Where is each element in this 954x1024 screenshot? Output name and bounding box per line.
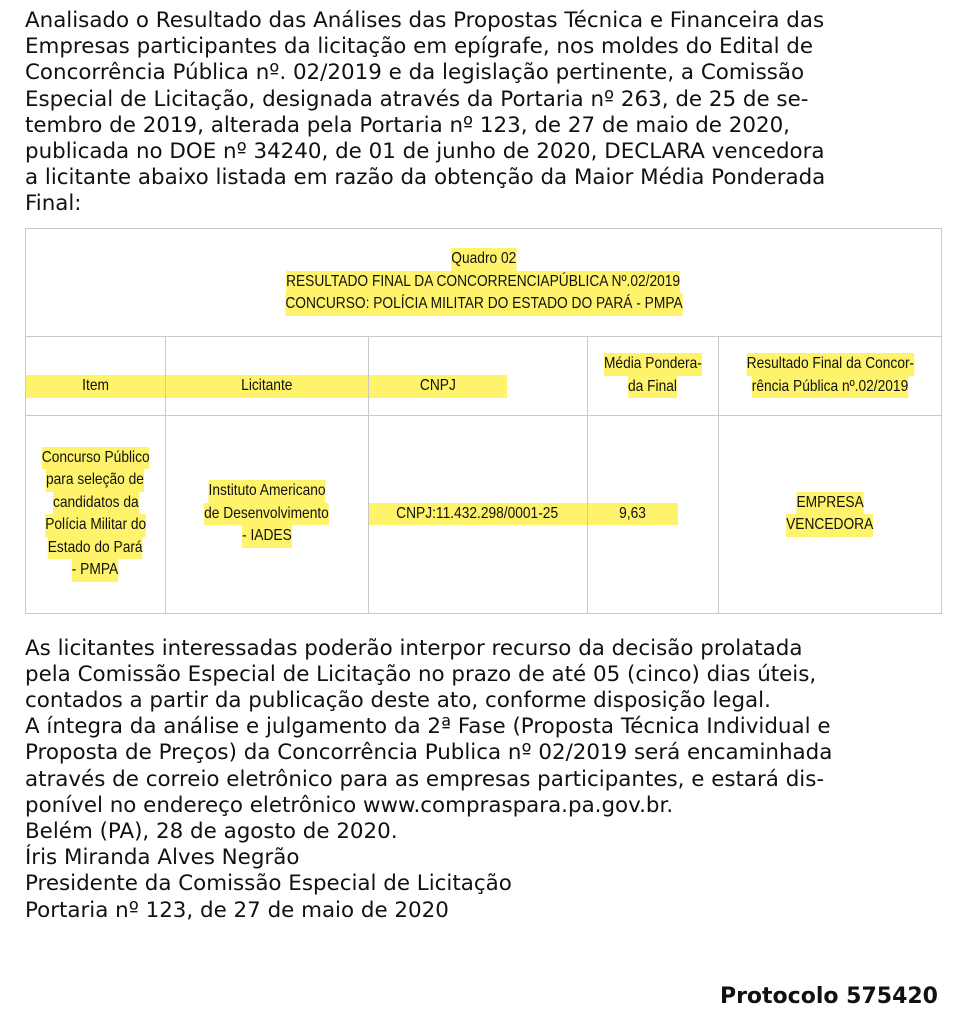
closing-line: A íntegra da análise e julgamento da 2ª Fase (Proposta Técnica Individual e <box>25 714 831 740</box>
cell-media-value: 9,63 <box>619 504 647 522</box>
table-title-cell <box>26 228 942 336</box>
intro-line: Empresas participantes da licitação em epígrafe, nos moldes do Edital de <box>25 34 814 60</box>
signatory-role: Presidente da Comissão Especial de Licitação <box>25 871 512 897</box>
table-title-line: Quadro 02 <box>451 248 516 271</box>
closing-line: pela Comissão Especial de Licitação no prazo de até 05 (cinco) dias úteis, <box>25 661 817 687</box>
header-resultado-line: rência Pública nº.02/2019 <box>752 376 908 399</box>
signature-block <box>25 819 940 924</box>
table-header-row <box>26 336 942 415</box>
header-media-line: da Final <box>628 376 677 399</box>
closing-line: contados a partir da publicação deste ato, conforme disposição legal. <box>25 688 771 714</box>
cell-licitante-line: Instituto Americano <box>208 480 325 503</box>
table-title-line: RESULTADO FINAL DA CONCORRENCIAPÚBLICA Nº.02/2019 <box>287 271 681 294</box>
cell-item-line: Polícia Militar do <box>45 514 146 537</box>
closing-line: ponível no endereço eletrônico www.compraspara.pa.gov.br. <box>25 792 674 818</box>
header-media-line: Média Pondera- <box>604 353 702 376</box>
cell-item-line: candidatos da <box>53 492 139 515</box>
document-page <box>25 8 940 924</box>
intro-line: publicada no DOE nº 34240, de 01 de junho de 2020, DECLARA vencedora <box>25 139 825 165</box>
header-item-label: Item <box>82 377 109 395</box>
header-resultado-line: Resultado Final da Concor- <box>746 353 913 376</box>
cell-item-line: para seleção de <box>46 469 144 492</box>
intro-line: Final: <box>25 191 82 217</box>
cell-resultado <box>719 415 942 613</box>
header-resultado <box>719 336 942 415</box>
cell-item <box>26 415 166 613</box>
cell-item-line: Estado do Pará <box>48 537 143 560</box>
header-licitante-label: Licitante <box>241 377 293 395</box>
intro-line: Especial de Licitação, designada através da Portaria nº 263, de 25 de se- <box>25 86 809 112</box>
header-item <box>26 336 166 415</box>
protocol-number: Protocolo 575420 <box>719 984 938 1009</box>
cell-media <box>587 415 719 613</box>
cell-cnpj <box>368 415 587 613</box>
header-cnpj-label: CNPJ <box>419 377 456 395</box>
signatory-portaria: Portaria nº 123, de 27 de maio de 2020 <box>25 897 449 923</box>
cell-item-line: Concurso Público <box>41 447 149 470</box>
header-licitante <box>165 336 368 415</box>
cell-licitante <box>165 415 368 613</box>
header-cnpj <box>368 336 587 415</box>
closing-line: As licitantes interessadas poderão interpor recurso da decisão prolatada <box>25 635 803 661</box>
cell-licitante-line: - IADES <box>242 525 292 548</box>
cell-resultado-line: EMPRESA <box>797 492 864 515</box>
header-media <box>587 336 719 415</box>
intro-line: a licitante abaixo listada em razão da obtenção da Maior Média Ponderada <box>25 165 826 191</box>
cell-cnpj-value: CNPJ:11.432.298/0001-25 <box>396 504 559 522</box>
cell-resultado-line: VENCEDORA <box>787 514 874 537</box>
intro-paragraph <box>25 8 940 218</box>
intro-line: Analisado o Resultado das Análises das Propostas Técnica e Financeira das <box>25 8 825 33</box>
cell-item-line: - PMPA <box>72 559 118 582</box>
closing-paragraph <box>25 636 940 819</box>
result-table <box>25 228 942 614</box>
place-date: Belém (PA), 28 de agosto de 2020. <box>25 819 398 845</box>
closing-line: através de correio eletrônico para as empresas participantes, e estará dis- <box>25 766 825 792</box>
intro-line: tembro de 2019, alterada pela Portaria nº 123, de 27 de maio de 2020, <box>25 112 790 138</box>
table-title-line: CONCURSO: POLÍCIA MILITAR DO ESTADO DO PARÁ - PMPA <box>285 293 682 316</box>
intro-line: Concorrência Pública nº. 02/2019 e da legislação pertinente, a Comissão <box>25 60 805 86</box>
closing-line: Proposta de Preços) da Concorrência Publica nº 02/2019 será encaminhada <box>25 740 833 766</box>
signatory-name: Íris Miranda Alves Negrão <box>25 845 300 871</box>
table-row <box>26 415 942 613</box>
cell-licitante-line: de Desenvolvimento <box>204 503 329 526</box>
